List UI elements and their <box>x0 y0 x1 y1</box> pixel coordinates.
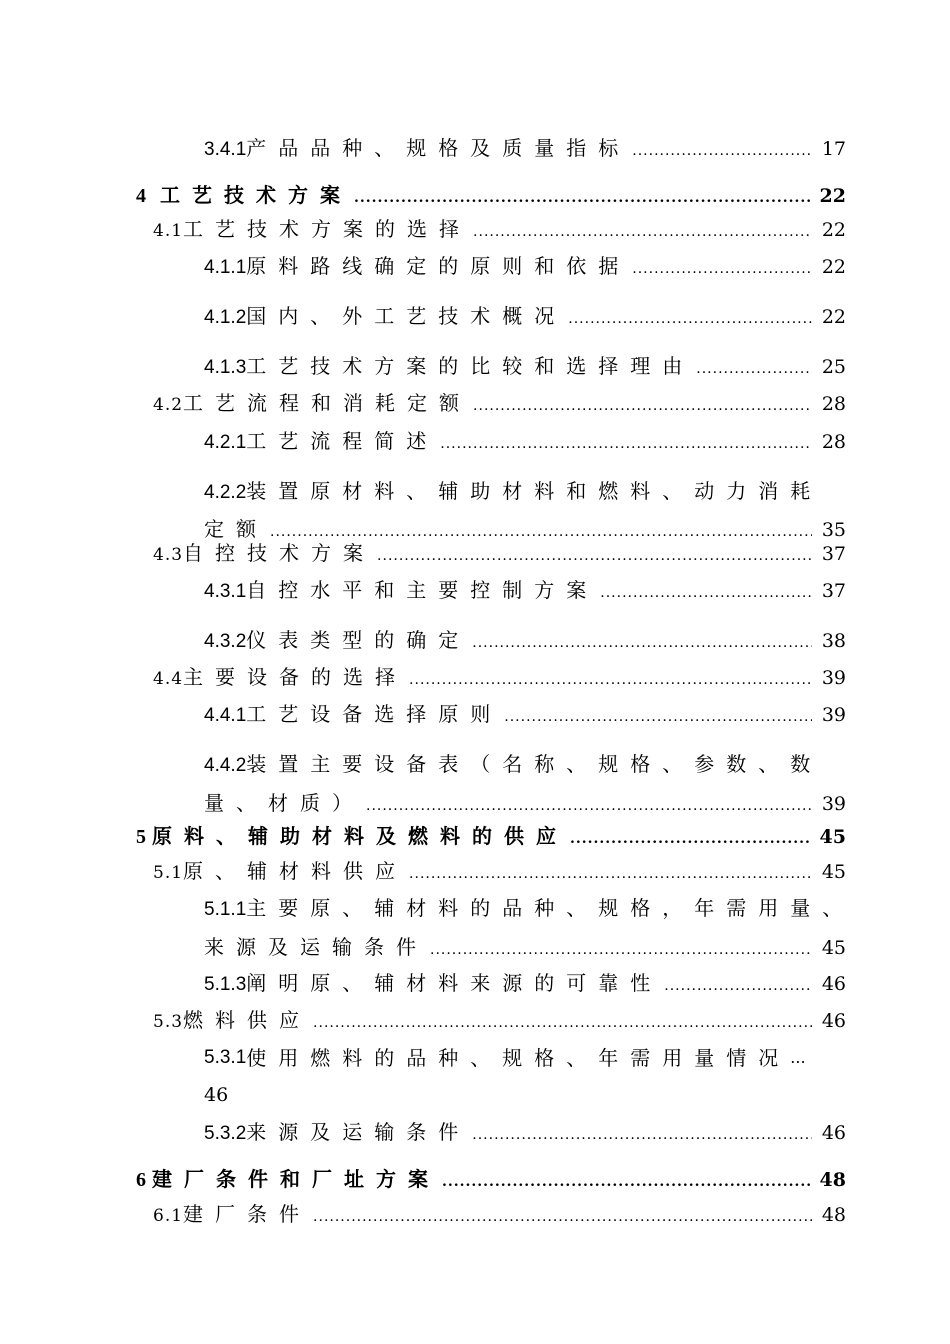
toc-entry-page: 22 <box>821 219 846 241</box>
toc-entry-number: 4 <box>136 185 146 207</box>
toc-entry-title: 使用燃料的品种、规格、年需用量情况 <box>246 1046 791 1070</box>
toc-entry-page: 28 <box>821 431 846 453</box>
toc-entry-title: 自控技术方案 <box>183 541 376 565</box>
toc-entry[interactable] <box>204 134 846 162</box>
toc-entry-page: 45 <box>821 937 846 959</box>
toc-leader <box>442 1165 812 1196</box>
toc-entry-page: 22 <box>819 185 846 207</box>
toc-entry-page: 48 <box>819 1169 846 1191</box>
toc-entry-number: 4.3 <box>153 545 184 565</box>
toc-entry-number: 4.3.2 <box>204 631 247 652</box>
toc-entry-number: 4.1.2 <box>204 307 247 328</box>
toc-entry[interactable] <box>204 427 846 455</box>
toc-entry-title: 原料、辅助材料及燃料的供应 <box>152 824 568 848</box>
toc-entry[interactable] <box>153 857 846 885</box>
toc-entry-number: 5.3.1 <box>204 1047 247 1068</box>
toc-entry-number: 4.2.2 <box>204 482 247 503</box>
toc-leader <box>472 1118 812 1149</box>
toc-entry-title: 产品品种、规格及质量指标 <box>246 136 631 160</box>
toc-entry-title: 工艺流程简述 <box>246 429 439 453</box>
toc-entry[interactable] <box>204 1044 846 1106</box>
toc-entry-page: 39 <box>821 667 846 689</box>
toc-entry[interactable] <box>153 663 846 691</box>
toc-entry-title: 工艺技术方案 <box>160 183 352 207</box>
toc-leader <box>696 352 812 383</box>
toc-entry-number: 5.3.2 <box>204 1123 247 1144</box>
toc-entry-number: 4.2.1 <box>204 432 247 453</box>
toc-leader-short: ... <box>790 1048 806 1067</box>
toc-entry-line1 <box>204 1044 846 1072</box>
toc-entry-title-cont: 来源及运输条件 <box>204 935 428 959</box>
toc-entry-number: 4.2 <box>153 395 184 415</box>
toc-entry[interactable] <box>204 352 846 380</box>
toc-entry[interactable] <box>204 302 846 330</box>
toc-leader <box>504 700 812 731</box>
toc-entry[interactable] <box>153 1006 846 1034</box>
toc-entry-line2 <box>204 933 846 961</box>
toc-entry-number: 6 <box>136 1169 146 1191</box>
toc-entry-title: 装置主要设备表（名称、规格、参数、数 <box>246 752 823 776</box>
toc-entry[interactable] <box>204 576 846 604</box>
toc-entry[interactable] <box>153 389 846 417</box>
toc-entry-title: 主要原、辅材料的品种、规格，年需用量、 <box>246 896 855 920</box>
toc-entry-page: 17 <box>821 138 846 160</box>
toc-entry[interactable] <box>153 1200 846 1228</box>
toc-entry-page: 28 <box>821 393 846 415</box>
toc-entry-number: 4.1.3 <box>204 357 247 378</box>
toc-entry-number: 5.1 <box>153 863 184 883</box>
toc-entry-page: 46 <box>204 1084 229 1106</box>
toc-leader <box>632 134 812 165</box>
toc-leader <box>664 969 812 1000</box>
toc-entry-number: 3.4.1 <box>204 139 247 160</box>
toc-entry-number: 4.1 <box>153 221 184 241</box>
toc-entry[interactable] <box>204 894 855 959</box>
toc-leader <box>472 626 812 657</box>
toc-entry[interactable] <box>204 626 846 654</box>
toc-entry-number: 4.4 <box>153 669 184 689</box>
toc-leader <box>473 215 812 246</box>
toc-entry[interactable] <box>204 477 846 541</box>
toc-entry[interactable] <box>204 969 846 997</box>
toc-leader <box>409 663 812 694</box>
toc-entry-page: 38 <box>821 630 846 652</box>
toc-leader <box>313 1200 812 1231</box>
toc-leader <box>377 539 812 570</box>
toc-entry-number: 5.1.3 <box>204 974 247 995</box>
toc-entry-number: 6.1 <box>153 1206 184 1226</box>
toc-entry-title-cont: 量、材质） <box>204 791 364 815</box>
toc-entry-page: 46 <box>821 973 846 995</box>
toc-entry-line1 <box>204 477 846 507</box>
toc-leader <box>366 789 812 820</box>
toc-entry-number: 4.4.2 <box>204 755 247 776</box>
toc-leader <box>409 857 812 888</box>
toc-entry-title: 原、辅材料供应 <box>183 859 408 883</box>
toc-entry-number: 5.3 <box>153 1012 184 1032</box>
toc-entry-title: 工艺技术方案的比较和选择理由 <box>246 354 695 378</box>
toc-entry-line2 <box>204 789 846 817</box>
toc-entry-page: 48 <box>821 1204 846 1226</box>
toc-entry[interactable] <box>204 1118 846 1146</box>
toc-leader <box>632 252 812 283</box>
toc-entry[interactable] <box>136 1165 846 1193</box>
toc-entry-title: 工艺技术方案的选择 <box>183 217 472 241</box>
toc-entry-page: 37 <box>821 543 846 565</box>
toc-leader <box>440 427 812 458</box>
toc-entry-number: 4.1.1 <box>204 257 247 278</box>
toc-entry[interactable] <box>204 750 846 815</box>
toc-entry-title: 工艺设备选择原则 <box>246 702 503 726</box>
toc-entry-title: 国内、外工艺技术概况 <box>246 304 567 328</box>
toc-entry-page: 22 <box>821 256 846 278</box>
toc-entry-title: 来源及运输条件 <box>246 1120 471 1144</box>
toc-entry[interactable] <box>153 539 846 567</box>
toc-entry-title: 装置原材料、辅助材料和燃料、动力消耗 <box>246 479 823 503</box>
toc-entry-title-cont: 定额 <box>204 517 268 541</box>
toc-entry-page: 45 <box>819 826 846 848</box>
toc-entry-number: 5.1.1 <box>204 899 247 920</box>
toc-entry-page: 35 <box>821 519 846 541</box>
toc-entry[interactable] <box>136 822 846 850</box>
toc-entry-line1 <box>204 750 846 780</box>
toc-entry-number: 4.4.1 <box>204 705 247 726</box>
toc-leader <box>473 389 812 420</box>
toc-entry-title: 原料路线确定的原则和依据 <box>246 254 631 278</box>
toc-entry-page: 37 <box>821 580 846 602</box>
toc-entry-title: 自控水平和主要控制方案 <box>246 578 599 602</box>
toc-entry-page: 46 <box>821 1122 846 1144</box>
toc-entry-line1 <box>204 894 855 924</box>
toc-entry[interactable] <box>153 215 846 243</box>
toc-leader <box>570 822 812 853</box>
toc-entry-title: 主要设备的选择 <box>183 665 408 689</box>
toc-leader <box>430 933 812 964</box>
toc-entry-title: 阐明原、辅材料来源的可靠性 <box>246 971 663 995</box>
toc-entry-title: 工艺流程和消耗定额 <box>183 391 472 415</box>
toc-leader <box>354 181 812 212</box>
toc-leader <box>600 576 812 607</box>
toc-entry-page: 45 <box>821 861 846 883</box>
toc-entry-title: 燃料供应 <box>183 1008 312 1032</box>
toc-entry-page: 25 <box>821 356 846 378</box>
toc-entry-page: 39 <box>821 793 846 815</box>
toc-leader <box>568 302 812 333</box>
toc-entry-title: 仪表类型的确定 <box>246 628 471 652</box>
toc-entry-title: 建厂条件和厂址方案 <box>152 1167 440 1191</box>
toc-entry[interactable] <box>204 252 846 280</box>
toc-entry[interactable] <box>204 700 846 728</box>
toc-entry-page: 39 <box>821 704 846 726</box>
toc-entry-page: 22 <box>821 306 846 328</box>
toc-entry-title: 建厂条件 <box>183 1202 312 1226</box>
toc-entry-number: 5 <box>136 826 146 848</box>
toc-entry-number: 4.3.1 <box>204 581 247 602</box>
toc-entry[interactable] <box>136 181 846 209</box>
toc-entry-page: 46 <box>821 1010 846 1032</box>
toc-leader <box>313 1006 812 1037</box>
